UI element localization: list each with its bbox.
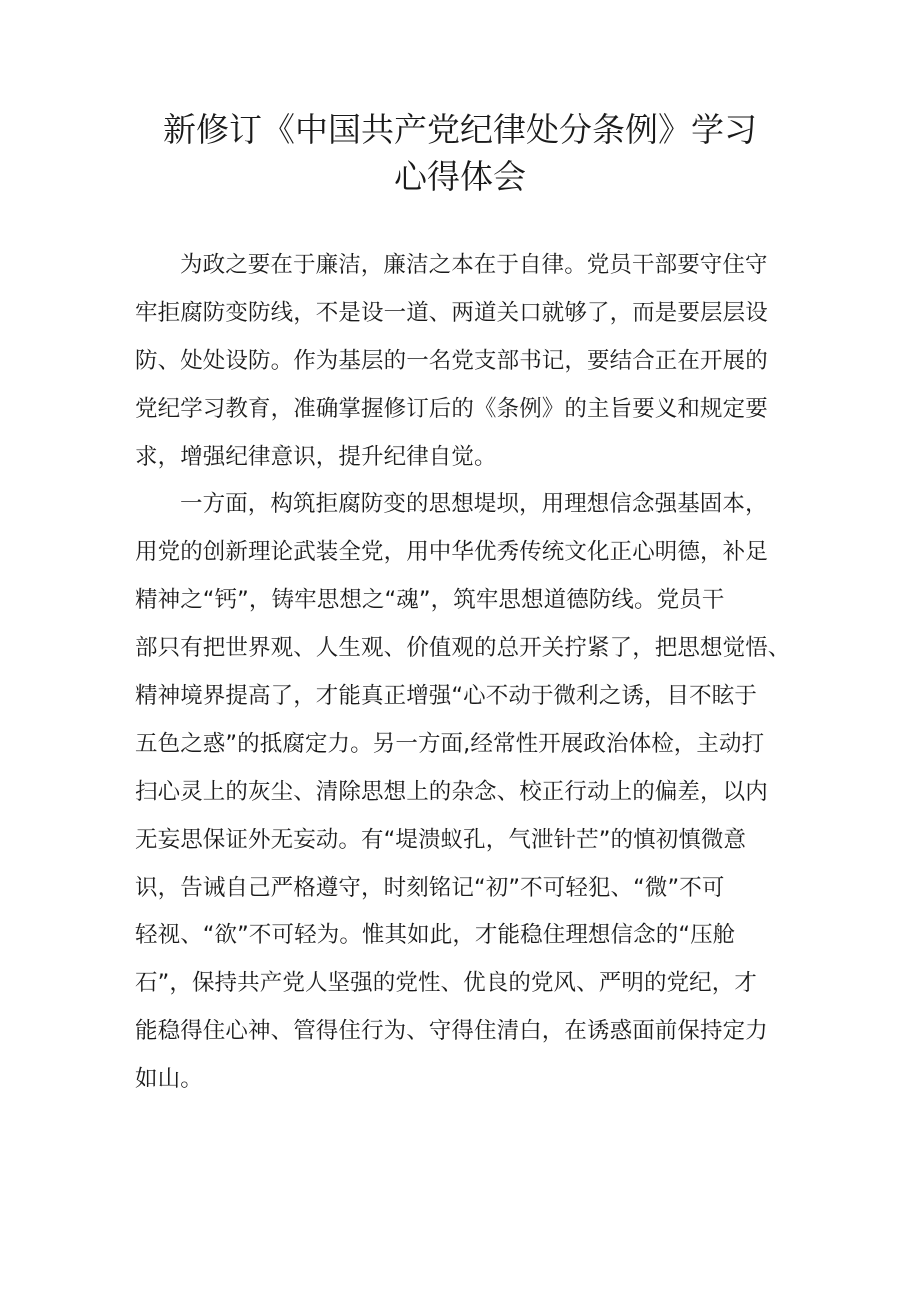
paragraph-line: 部只有把世界观、人生观、价值观的总开关拧紧了，把思想觉悟、	[135, 635, 791, 662]
paragraph-line: 无妄思保证外无妄动。有“堤溃蚁孔，气泄针芒”的慎初慎微意	[135, 826, 747, 853]
paragraph-2	[135, 481, 795, 1104]
paragraph-line: 求，增强纪律意识，提升纪律自觉。	[135, 443, 497, 470]
paragraph-line: 精神境界提高了，才能真正增强“心不动于微利之诱，目不眩于	[135, 683, 757, 710]
document-title-line-1: 新修订《中国共产党纪律处分条例》学习	[163, 110, 757, 149]
paragraph-line: 牢拒腐防变防线，不是设一道、两道关口就够了，而是要层层设	[135, 299, 768, 326]
paragraph-line: 防、处处设防。作为基层的一名党支部书记，要结合正在开展的	[135, 347, 768, 374]
document-title-line-2: 心得体会	[394, 157, 526, 196]
paragraph-1	[135, 242, 795, 481]
paragraph-line: 党纪学习教育，准确掌握修订后的《条例》的主旨要义和规定要	[135, 395, 768, 422]
paragraph-line: 五色之惑”的抵腐定力。另一方面,经常性开展政治体检，主动打	[135, 730, 765, 757]
paragraph-line: 能稳得住心神、管得住行为、守得住清白，在诱惑面前保持定力	[135, 1018, 768, 1045]
paragraph-line: 识，告诫自己严格遵守，时刻铭记“初”不可轻犯、“微”不可	[135, 874, 725, 901]
paragraph-line: 一方面，构筑拒腐防变的思想堤坝，用理想信念强基固本，	[180, 491, 768, 518]
paragraph-line: 精神之“钙”，铸牢思想之“魂”，筑牢思想道德防线。党员干	[135, 587, 725, 614]
paragraph-line: 如山。	[135, 1066, 203, 1093]
paragraph-line: 为政之要在于廉洁，廉洁之本在于自律。党员干部要守住守	[180, 252, 768, 278]
paragraph-line: 用党的创新理论武装全党，用中华优秀传统文化正心明德，补足	[135, 539, 768, 566]
paragraph-line: 扫心灵上的灰尘、清除思想上的杂念、校正行动上的偏差，以内	[135, 778, 768, 805]
paragraph-line: 石”，保持共产党人坚强的党性、优良的党风、严明的党纪，才	[135, 970, 757, 997]
paragraph-line: 轻视、“欲”不可轻为。惟其如此，才能稳住理想信念的“压舱	[135, 922, 736, 949]
document-body	[135, 242, 795, 1104]
